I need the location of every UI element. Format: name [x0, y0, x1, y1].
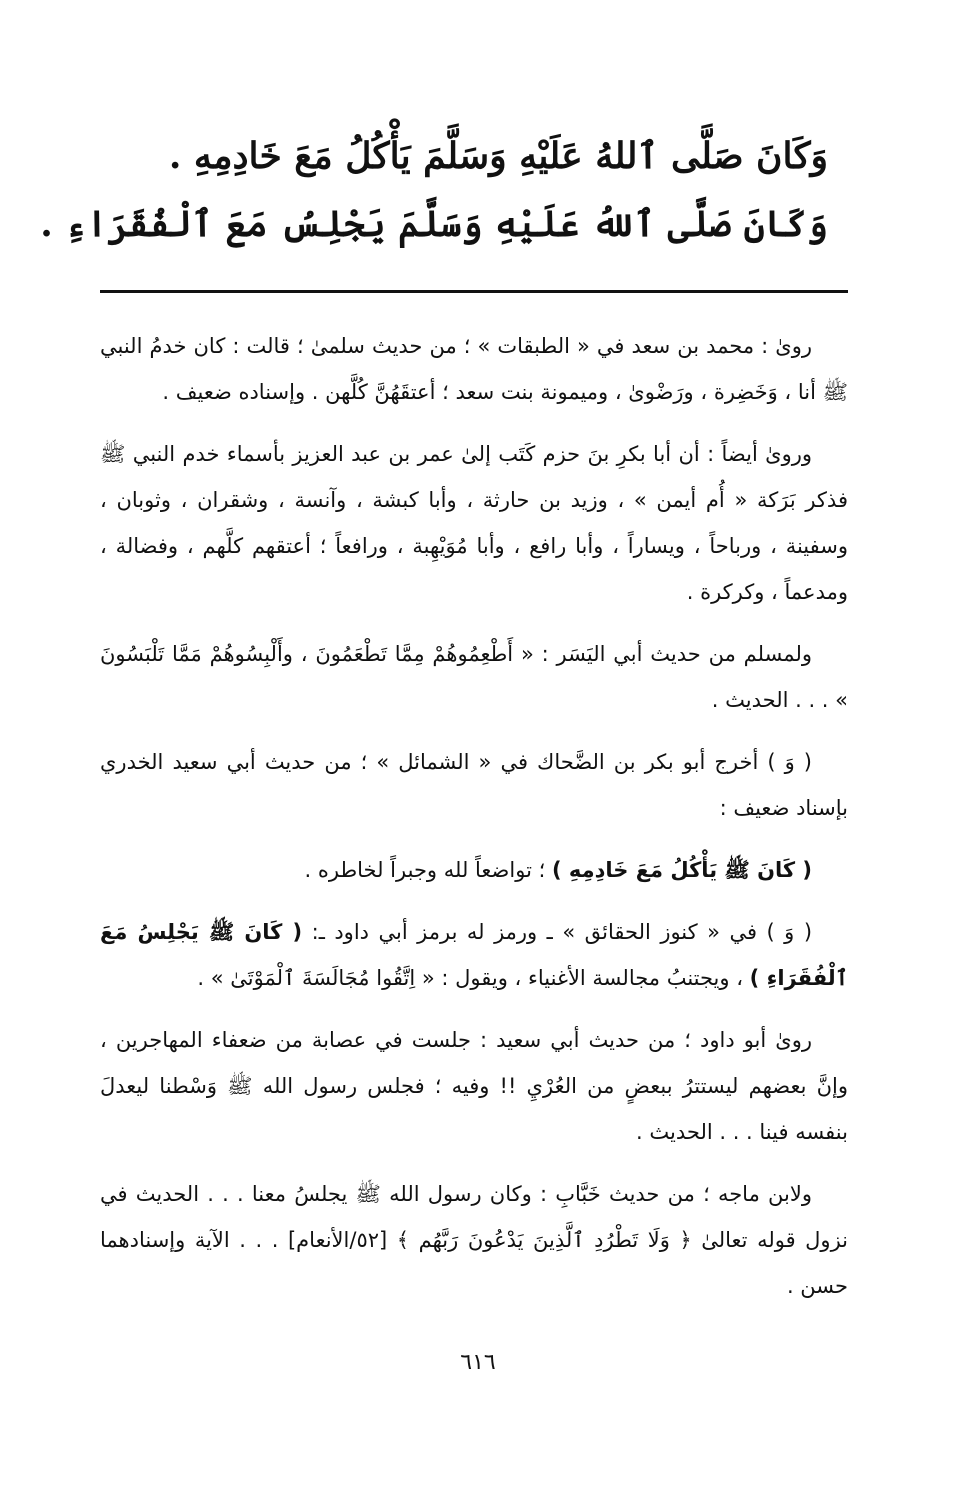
note-paragraph-6	[100, 909, 848, 1001]
main-text-line-2: وَكَانَ صَلَّى ٱللهُ عَلَيْهِ وَسَلَّمَ يَجْلِسُ مَعَ ٱلْفُقَرَاءِ .	[40, 203, 828, 245]
note-5-text: ؛ تواضعاً لله وجبراً لخاطره .	[304, 858, 552, 882]
note-5-hadith: ( كَانَ ﷺ يَأْكُلُ مَعَ خَادِمِهِ )	[551, 858, 812, 882]
note-paragraph-1	[100, 323, 848, 415]
note-1-text: رویٰ : محمد بن سعد في « الطبقات » ؛ من حديث سلمىٰ ؛ قالت : كان خدمُ النبي ﷺ أنا ، وَخَضِرة ، ورَضْوىٰ ، وميمونة بنت سعد ؛ أعتقَهُنَّ كُلَّهن . وإسناده ضعيف .	[100, 334, 848, 404]
note-paragraph-8	[100, 1171, 848, 1309]
note-paragraph-7	[100, 1017, 848, 1155]
page-number: ٦١٦	[460, 1350, 496, 1375]
note-7-text: رویٰ أبو داود ؛ من حديث أبي سعيد : جلست في عصابة من ضعفاء المهاجرين ، وإنَّ بعضهم ليستترُ ببعضٍ من العُرْيِ !! وفيه ؛ فجلس رسول الله ﷺ وَسْطنا ليعدلَ بنفسه فينا . . . الحديث .	[100, 1028, 848, 1144]
note-6-text: ، ويجتنبُ مجالسة الأغنياء ، ويقول : « اِتَّقُوا مُجَالَسَةَ ٱلْمَوْتَىٰ » .	[197, 966, 750, 990]
note-2-text: وروىٰ أيضاً : أن أبا بكرِ بنَ حزم كَتَب إلىٰ عمر بن عبد العزيز بأسماء خدم النبي ﷺ فذكر بَرَكة « أُم أيمن » ، وزيد بن حارثة ، وأبا كبشة ، وآنسة ، وشقران ، وثوبان ، وسفينة ، ورباحاً ، ويساراً ، وأبا رافع ، وأبا مُوَيْهِبة ، ورافعاً ؛ أعتقهم كلَّهم ، وفضالة ، ومدعماً ، وكركرة .	[100, 442, 848, 604]
commentary-notes	[100, 323, 848, 1325]
footnote-divider	[100, 290, 848, 293]
note-paragraph-2	[100, 431, 848, 615]
note-6-intro: ( وَ ) في « كنوز الحقائق » ـ ورمز له برمز أبي داود ـ:	[302, 920, 813, 944]
note-8-text: ولابن ماجه ؛ من حديث خَبَّابِ : وكان رسول الله ﷺ يجلسُ معنا . . . الحديث في نزول قوله تعالىٰ ﴿ وَلَا تَطْرُدِ ٱلَّذِينَ يَدْعُونَ رَبَّهُم ﴾ [٥٢/الأنعام] . . . الآية وإسنادهما حسن .	[100, 1182, 849, 1298]
note-paragraph-3	[100, 631, 848, 723]
note-6-hadith: ( كَانَ ﷺ يَجْلِسُ مَعَ ٱلْفُقَرَاءِ )	[100, 920, 848, 990]
note-paragraph-5	[100, 847, 848, 893]
main-text	[40, 122, 828, 258]
note-4-text: ( وَ ) أخرج أبو بكر بن الضَّحاك في « الشمائل » ؛ من حديث أبي سعيد الخدري بإسناد ضعيف :	[100, 750, 848, 820]
main-text-line-1: وَكَانَ صَلَّى ٱللهُ عَلَيْهِ وَسَلَّمَ يَأْكُلُ مَعَ خَادِمِهِ .	[168, 135, 828, 177]
note-3-text: ولمسلم من حديث أبي اليَسَر : « أَطْعِمُوهُمْ مِمَّا تَطْعَمُونَ ، وأَلْبِسُوهُمْ مَمَّا تَلْبَسُونَ » . . . الحديث .	[100, 642, 848, 712]
note-paragraph-4	[100, 739, 848, 831]
